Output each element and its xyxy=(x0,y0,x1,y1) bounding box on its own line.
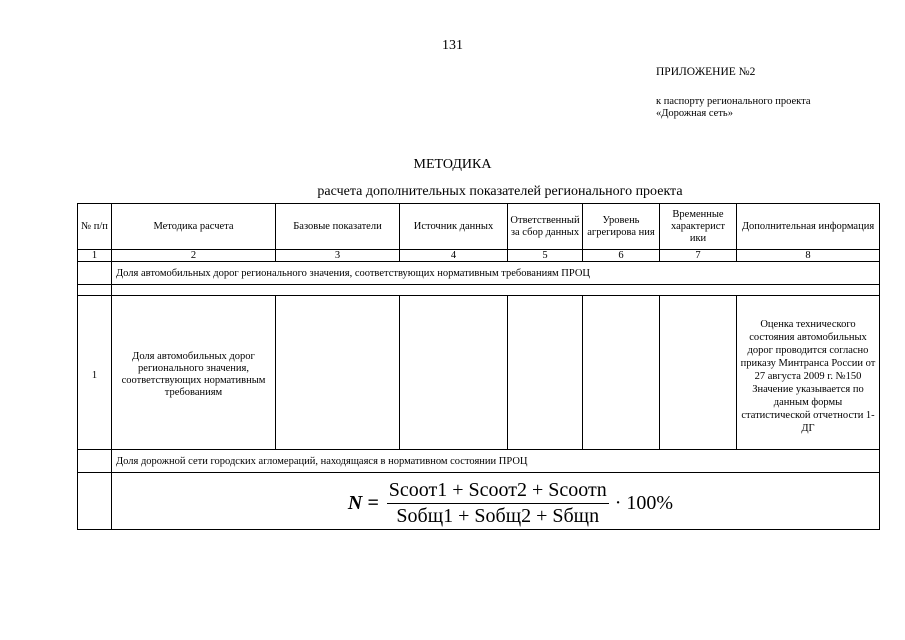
page-number: 131 xyxy=(442,38,463,53)
column-number: 4 xyxy=(400,250,508,262)
formula-fraction xyxy=(387,479,609,528)
column-number: 1 xyxy=(78,250,112,262)
header-responsible: Ответственный за сбор данных xyxy=(508,204,583,250)
header-method: Методика расчета xyxy=(112,204,276,250)
methodology-table xyxy=(77,203,880,530)
section-title-2: Доля дорожной сети городских агломераций, находящаяся в нормативном состоянии ПРОЦ xyxy=(112,450,880,473)
formula-cell xyxy=(112,473,880,530)
column-number: 2 xyxy=(112,250,276,262)
spacer-row xyxy=(78,285,880,296)
document-subtitle: расчета дополнительных показателей регионального проекта xyxy=(317,184,683,199)
header-number: № п/п xyxy=(78,204,112,250)
section-title-1: Доля автомобильных дорог регионального значения, соответствующих нормативным требованиям ПРОЦ xyxy=(112,262,880,285)
appendix-line-1: к паспорту регионального проекта xyxy=(656,96,811,107)
appendix-title: ПРИЛОЖЕНИЕ №2 xyxy=(656,66,756,78)
column-number: 8 xyxy=(737,250,880,262)
column-number: 7 xyxy=(660,250,737,262)
column-number: 6 xyxy=(583,250,660,262)
header-time-characteristics: Временные характерист ики xyxy=(660,204,737,250)
row-responsible xyxy=(508,296,583,450)
header-data-source: Источник данных xyxy=(400,204,508,250)
header-aggregation-level: Уровень агрегирова ния xyxy=(583,204,660,250)
formula-lhs: N = xyxy=(347,491,379,514)
document-title: МЕТОДИКА xyxy=(413,157,492,172)
header-base-indicators: Базовые показатели xyxy=(276,204,400,250)
formula xyxy=(114,475,877,528)
formula-numerator: Sсоот1 + Sсоот2 + Sсоотn xyxy=(387,479,609,504)
section-row-2 xyxy=(78,450,880,473)
header-additional-info: Дополнительная информация xyxy=(737,204,880,250)
appendix-subtitle xyxy=(656,96,811,120)
section-row-1 xyxy=(78,262,880,285)
column-number: 3 xyxy=(276,250,400,262)
column-number-row xyxy=(78,250,880,262)
appendix-line-2: «Дорожная сеть» xyxy=(656,108,733,119)
formula-denominator: Sобщ1 + Sобщ2 + Sбщn xyxy=(396,504,600,527)
formula-rhs: · 100% xyxy=(614,491,674,514)
row-aggregation-level xyxy=(583,296,660,450)
formula-row xyxy=(78,473,880,530)
data-row-1 xyxy=(78,296,880,450)
header-row xyxy=(78,204,880,250)
row-additional-info: Оценка технического состояния автомобильных дорог проводится согласно приказу Минтранса России от 27 августа 2009 г. №150 Значение указывается по данным формы статистической отчетности 1-ДГ xyxy=(737,296,880,450)
row-method: Доля автомобильных дорог регионального значения, соответствующих нормативным требованиям xyxy=(112,296,276,450)
column-number: 5 xyxy=(508,250,583,262)
row-data-source xyxy=(400,296,508,450)
row-base-indicators xyxy=(276,296,400,450)
row-index: 1 xyxy=(78,296,112,450)
row-time-characteristics xyxy=(660,296,737,450)
